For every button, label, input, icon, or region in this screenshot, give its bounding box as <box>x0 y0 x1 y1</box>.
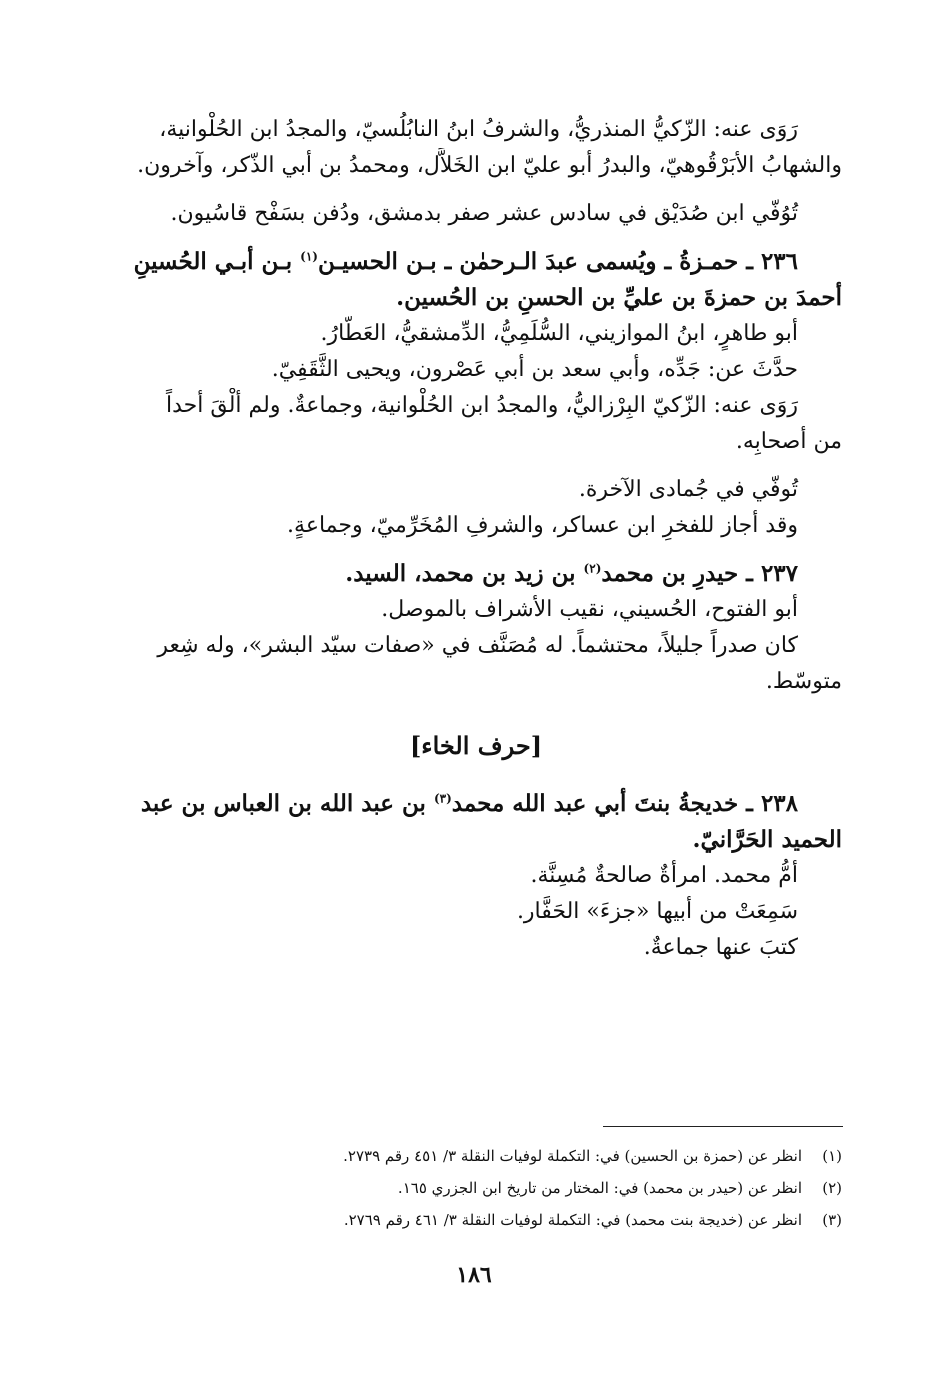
entry-heading-line2: الحميد الحَرَّانيّ. <box>692 826 842 853</box>
footnotes <box>110 1140 842 1236</box>
text-line: رَوَى عنه: الزّكيّ البِرْزاليُّ، والمجدُ ابن الحُلْوانية، وجماعةٌ. ولم ألْقَ أحداً <box>166 393 798 418</box>
footnote-ref: (٢) <box>583 561 602 576</box>
text-line: تُوفّي في جُمادى الآخرة. <box>578 477 798 502</box>
text-line: سَمِعَتْ من أبيها «جزءَ» الحَفَّار. <box>516 899 798 924</box>
entry-title-cont: بن زيد بن محمد، السيد. <box>345 560 584 587</box>
text-line: متوسّط. <box>765 669 842 694</box>
entry-238 <box>110 786 842 966</box>
text-line: أمُّ محمد. امرأةٌ صالحةٌ مُسِنَّة. <box>530 863 798 888</box>
footnote <box>110 1172 842 1204</box>
footnote-text: انظر عن (خديجة بنت محمد) في: التكملة لوفيات النقلة ٣/ ٤٦١ رقم ٢٧٦٩. <box>343 1211 802 1229</box>
text-line: كتبَ عنها جماعةٌ. <box>643 935 798 960</box>
entry-heading <box>110 556 842 592</box>
page-number: ١٨٦ <box>456 1262 492 1288</box>
entry-title: ٢٣٨ ـ خديجةُ بنتَ أبي عبد الله محمد <box>451 790 798 817</box>
entry-title-cont: بـن أبـي الحُسينِ <box>133 248 301 275</box>
text-line: وقد أجاز للفخرِ ابن عساكر، والشرفِ المُخَرِّميّ، وجماعةٍ. <box>287 513 798 538</box>
footnote-text: انظر عن (حمزة بن الحسين) في: التكملة لوفيات النقلة ٣/ ٤٥١ رقم ٢٧٣٩. <box>343 1147 802 1165</box>
text-line: رَوَى عنه: الزّكيُّ المنذريُّ، والشرفُ ابنُ النابُلُسيّ، والمجدُ ابن الحُلْوانية، <box>159 117 798 142</box>
text-line: والشهابُ الأبَرْقُوهيّ، والبدرُ أبو عليّ ابن الخَلاَّل، ومحمدُ بن أبي الذّكر، وآخرون. <box>137 153 842 178</box>
entry-title: ٢٣٧ ـ حيدرِ بن محمد <box>601 560 798 587</box>
entry-heading <box>110 786 842 822</box>
text-line: أبو طاهرٍ، ابنُ الموازيني، السُّلَمِيُّ، الدِّمشقيُّ، العَطَّارُ. <box>320 321 798 346</box>
entry-236 <box>110 244 842 544</box>
footnote-number: (١) <box>822 1147 842 1165</box>
text-line: من أصحابِه. <box>735 429 842 454</box>
text-line: حدَّثَ عن: جَدِّه، وأبي سعد بن أبي عَصْرون، ويحيى الثَّقَفِيّ. <box>271 357 798 382</box>
entry-heading <box>110 244 842 280</box>
footnote-ref: (٣) <box>433 791 452 806</box>
footnote <box>110 1140 842 1172</box>
text-line: كان صدراً جليلاً، محتشماً. له مُصَنَّف في «صفات سيّد البشر»، وله شِعر <box>157 633 798 658</box>
footnote-text: انظر عن (حيدر بن محمد) في: المختار من تاريخ ابن الجزري ١٦٥. <box>397 1179 802 1197</box>
footnote-divider <box>603 1126 843 1127</box>
page-body <box>110 112 842 966</box>
footnote-number: (٣) <box>822 1211 842 1229</box>
text-line: أبو الفتوح، الحُسيني، نقيب الأشراف بالموصل. <box>381 597 798 622</box>
entry-title-cont: بن عبد الله بن العباس بن عبد <box>140 790 434 817</box>
entry-title: ٢٣٦ ـ حمـزةُ ـ ويُسمى عبدَ الـرحمٰن ـ بـن الحسيـن <box>317 248 798 275</box>
text-line: تُوُفّي ابن صُدَيْق في سادس عشر صفر بدمشق، ودُفن بسَفْح قاسُيون. <box>170 201 798 226</box>
section-heading: [حرف الخاء] <box>409 731 543 760</box>
entry-237 <box>110 556 842 700</box>
footnote-number: (٢) <box>822 1179 842 1197</box>
footnote <box>110 1204 842 1236</box>
entry-heading-line2: أحمدَ بن حمزةَ بن عليِّ بن الحسنِ بن الحُسين. <box>396 284 842 311</box>
footnote-ref: (١) <box>300 249 318 264</box>
